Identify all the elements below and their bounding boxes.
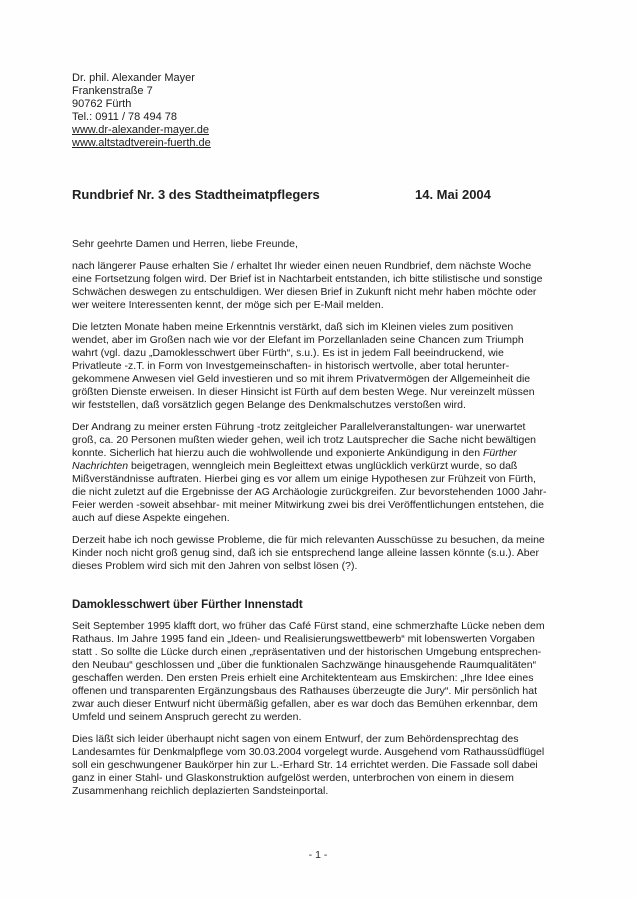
letter-title: Rundbrief Nr. 3 des Stadtheimatpflegers (72, 187, 320, 202)
paragraph-letzte-monate (72, 321, 584, 412)
text-run: Die letzten Monate haben meine Erkenntnis verstärkt, daß sich im Kleinen vieles zum positiven wendet, aber im Großen nach wie vor der Elefant im Porzellanladen seine Chancen zum Triumph wahrt (vgl. dazu „Damoklesschwert über Fürth“, s.u.). Es ist in jedem Fall beeindruckend, wie Privatleute -z.T. in Form von Investgemeinschaften- in historisch wertvolle, aber total herunter- gekommene Anwesen viel Geld investieren und so mit ihrem Privatvermögen der Allgemeinheit die größten Dienste erweisen. In dieser Hinsicht ist Fürth auf dem besten Wege. Nur vereinzelt müssen wir feststellen, daß vorsätzlich gegen Belange des Denkmalschutzes verstoßen wird. (72, 321, 535, 411)
text-run: Derzeit habe ich noch gewisse Probleme, die für mich relevanten Ausschüsse zu besuchen, da meine Kinder noch nicht groß genug sind, daß ich sie entsprechend lange alleine lassen könnte (s.u.). Aber dieses Problem wird sich mit den Jahren von selbst lösen (?). (72, 534, 545, 572)
sender-website-verein-link[interactable]: www.altstadtverein-fuerth.de (72, 137, 211, 149)
sender-street: Frankenstraße 7 (72, 85, 153, 97)
letter-content (72, 72, 584, 798)
paragraph-fuehrung (72, 421, 584, 525)
sender-address-block (72, 72, 584, 150)
salutation: Sehr geehrte Damen und Herren, liebe Freunde, (72, 238, 298, 250)
section-paragraph-luecke (72, 620, 584, 724)
text-run: beigetragen, wenngleich mein Begleittext etwas unglücklich verkürzt wurde, so daß Mißverständnisse auftraten. Hierbei ging es vor allem um einige Hypothesen zur Frühzeit von Fürth, die nicht zuletzt auf die Ergebnisse der AG Archäologie zurückgreifen. Zur bevorstehenden 1000 Jahr- Feier werden -soweit absehbar- mit meiner Mitwirkung zwei bis drei Veröffentlichungen entstehen, die auch auf diese Aspekte eingehen. (72, 460, 547, 524)
section-heading: Damoklesschwert über Fürther Innenstadt (72, 599, 303, 611)
italic-text-run: Fürther Nachrichten (72, 447, 517, 472)
paragraph-intro (72, 260, 584, 312)
section-paragraph-entwurf (72, 733, 584, 798)
sender-website-personal-link[interactable]: www.dr-alexander-mayer.de (72, 124, 209, 136)
sender-name: Dr. phil. Alexander Mayer (72, 72, 195, 84)
sender-phone: Tel.: 0911 / 78 494 78 (72, 111, 177, 123)
text-run: Der Andrang zu meiner ersten Führung -trotz zeitgleicher Parallelveranstaltungen- war unerwartet groß, ca. 20 Personen mußten wieder gehen, weil ich trotz Lautsprecher die Sache nicht bewältigen konnte. Sicherlich hat hierzu auch die wohlwollende und exponierte Ankündigung in den (72, 421, 537, 459)
sender-city: 90762 Fürth (72, 98, 132, 110)
letter-date: 14. Mai 2004 (415, 187, 491, 202)
letter-title-row (72, 187, 584, 202)
text-run: Seit September 1995 klafft dort, wo früher das Café Fürst stand, eine schmerzhafte Lücke neben dem Rathaus. Im Jahre 1995 fand ein „Ideen- und Realisierungswettbewerb“ mit lobenswerten Vorgaben statt . So sollte die Lücke durch einen „repräsentativen und der historischen Umgebung entsprechen- den Neubau“ geschlossen und „über die funktionalen Sachzwänge hinausgehende Raumqualitäten“ geschaffen werden. Den ersten Preis erhielt eine Architektenteam aus Emskirchen: „Ihre Idee eines offenen und transparenten Ergänzungsbaus des Rathauses überzeugte die Jury“. Mir persönlich hat zwar auch dieser Entwurf nicht übermäßig gefallen, aber es war doch das Bemühen erkennbar, dem Umfeld und seinem Anspruch gerecht zu werden. (72, 620, 545, 723)
paragraph-probleme (72, 534, 584, 573)
text-run: nach längerer Pause erhalten Sie / erhaltet Ihr wieder einen neuen Rundbrief, dem nächste Woche eine Fortsetzung folgen wird. Der Brief ist in Nachtarbeit entstanden, ich bitte stilistische und sonstige Schwächen deswegen zu entschuldigen. Wer diesen Brief in Zukunft nicht mehr haben möchte oder wer weitere Interessenten kennt, der möge sich per E-Mail melden. (72, 260, 543, 311)
text-run: Dies läßt sich leider überhaupt nicht sagen von einem Entwurf, der zum Behördensprechtag des Landesamtes für Denkmalpflege vom 30.03.2004 vorgelegt wurde. Ausgehend vom Rathaussüdflügel soll ein geschwungener Baukörper hin zur L.-Erhard Str. 14 errichtet werden. Die Fassade soll dabei ganz in einer Stahl- und Glaskonstruktion aufgelöst werden, unterbrochen von einem in diesem Zusammenhang reichlich deplazierten Sandsteinportal. (72, 733, 545, 797)
page-number: - 1 - (308, 849, 328, 861)
